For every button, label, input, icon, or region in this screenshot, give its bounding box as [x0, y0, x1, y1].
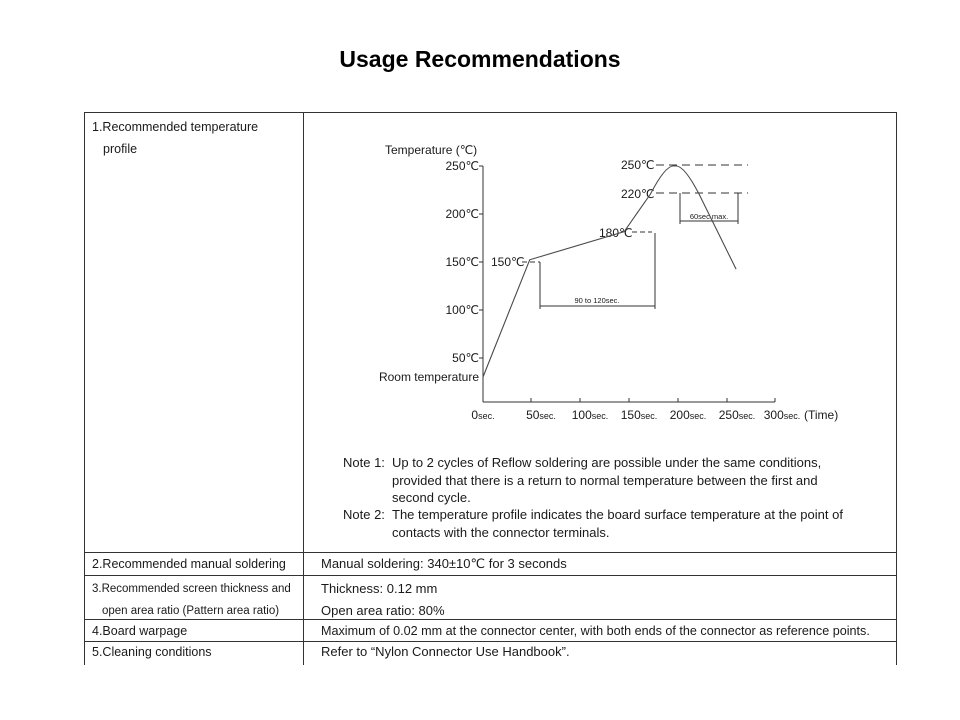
- row-4-label: 4.Board warpage: [92, 624, 188, 638]
- row-5-label: 5.Cleaning conditions: [92, 645, 212, 659]
- page-title: Usage Recommendations: [339, 46, 621, 72]
- x-tick-unit: sec.: [738, 411, 756, 421]
- x-tick-num: 250: [718, 408, 739, 422]
- ref-label-250: 250℃: [621, 158, 655, 172]
- note-2-text: The temperature profile indicates the board surface temperature at the point of: [392, 507, 843, 522]
- row-1-label-line-2: profile: [103, 142, 138, 156]
- ref-label-180: 180℃: [599, 226, 633, 240]
- x-tick-num: 150: [620, 408, 641, 422]
- x-tick-num: 0: [471, 408, 479, 422]
- x-tick-label: [471, 408, 494, 422]
- row-4-value: Maximum of 0.02 mm at the connector center, with both ends of the connector as reference points.: [321, 624, 870, 638]
- row-3-value-line-2: Open area ratio: 80%: [321, 603, 445, 618]
- row-3-value-line-1: Thickness: 0.12 mm: [321, 581, 438, 596]
- chart-ylabel: Temperature (℃): [385, 143, 478, 157]
- x-tick-unit: sec.: [478, 411, 495, 421]
- row-3-label: [92, 578, 291, 622]
- note-1-line-2: provided that there is a return to normal temperature between the first and: [392, 472, 818, 488]
- chart-xlabel: (Time): [804, 408, 839, 422]
- x-tick-unit: sec.: [689, 411, 707, 421]
- note-2-line-2: contacts with the connector terminals.: [392, 524, 610, 540]
- ref-label-150: 150℃: [491, 255, 525, 269]
- y-tick-label: 100℃: [445, 303, 479, 317]
- x-tick-unit: sec.: [539, 411, 556, 421]
- x-tick-num: 50: [526, 408, 540, 422]
- x-tick-unit: sec.: [783, 411, 801, 421]
- chart-y-ticks: [379, 159, 483, 384]
- row-5-value: Refer to “Nylon Connector Use Handbook”.: [321, 644, 570, 659]
- note-1-line-3: second cycle.: [392, 490, 471, 505]
- x-tick-label: [621, 408, 658, 422]
- note-1-label: Note 1:: [343, 455, 385, 470]
- x-tick-label: [764, 408, 801, 422]
- note-2-line-1: [343, 506, 903, 524]
- note-2-label: Note 2:: [343, 507, 385, 522]
- note-1: [343, 454, 903, 507]
- row-2-label: 2.Recommended manual soldering: [92, 557, 286, 571]
- x-tick-num: 300: [763, 408, 784, 422]
- x-tick-label: [719, 408, 756, 422]
- y-tick-label: 200℃: [445, 207, 479, 221]
- note-1-line-1: [343, 454, 903, 472]
- peak-span-label: 60sec.max.: [689, 212, 729, 221]
- x-tick-num: 100: [571, 408, 592, 422]
- row-1-label-line-1: 1.Recommended temperature: [92, 120, 259, 134]
- y-tick-label: 250℃: [445, 159, 479, 173]
- note-2: [343, 506, 903, 541]
- row-2-value: Manual soldering: 340±10℃ for 3 seconds: [321, 556, 567, 571]
- x-tick-unit: sec.: [591, 411, 609, 421]
- y-tick-label: 50℃: [452, 351, 479, 365]
- y-tick-label: Room temperature: [378, 370, 479, 384]
- row-3-label-line-1: 3.Recommended screen thickness and: [92, 583, 291, 595]
- row-3-value: [321, 578, 445, 622]
- temperature-profile-line: [483, 166, 736, 377]
- preheat-span-label: 90 to 120sec.: [574, 296, 620, 305]
- x-tick-num: 200: [669, 408, 690, 422]
- ref-label-220: 220℃: [621, 187, 655, 201]
- row-3-label-line-2: open area ratio (Pattern area ratio): [102, 605, 280, 617]
- x-tick-unit: sec.: [640, 411, 658, 421]
- x-tick-label: [572, 408, 609, 422]
- y-tick-label: 150℃: [445, 255, 479, 269]
- x-tick-label: [526, 408, 556, 422]
- note-1-text: Up to 2 cycles of Reflow soldering are possible under the same conditions,: [392, 455, 822, 470]
- x-tick-label: [670, 408, 707, 422]
